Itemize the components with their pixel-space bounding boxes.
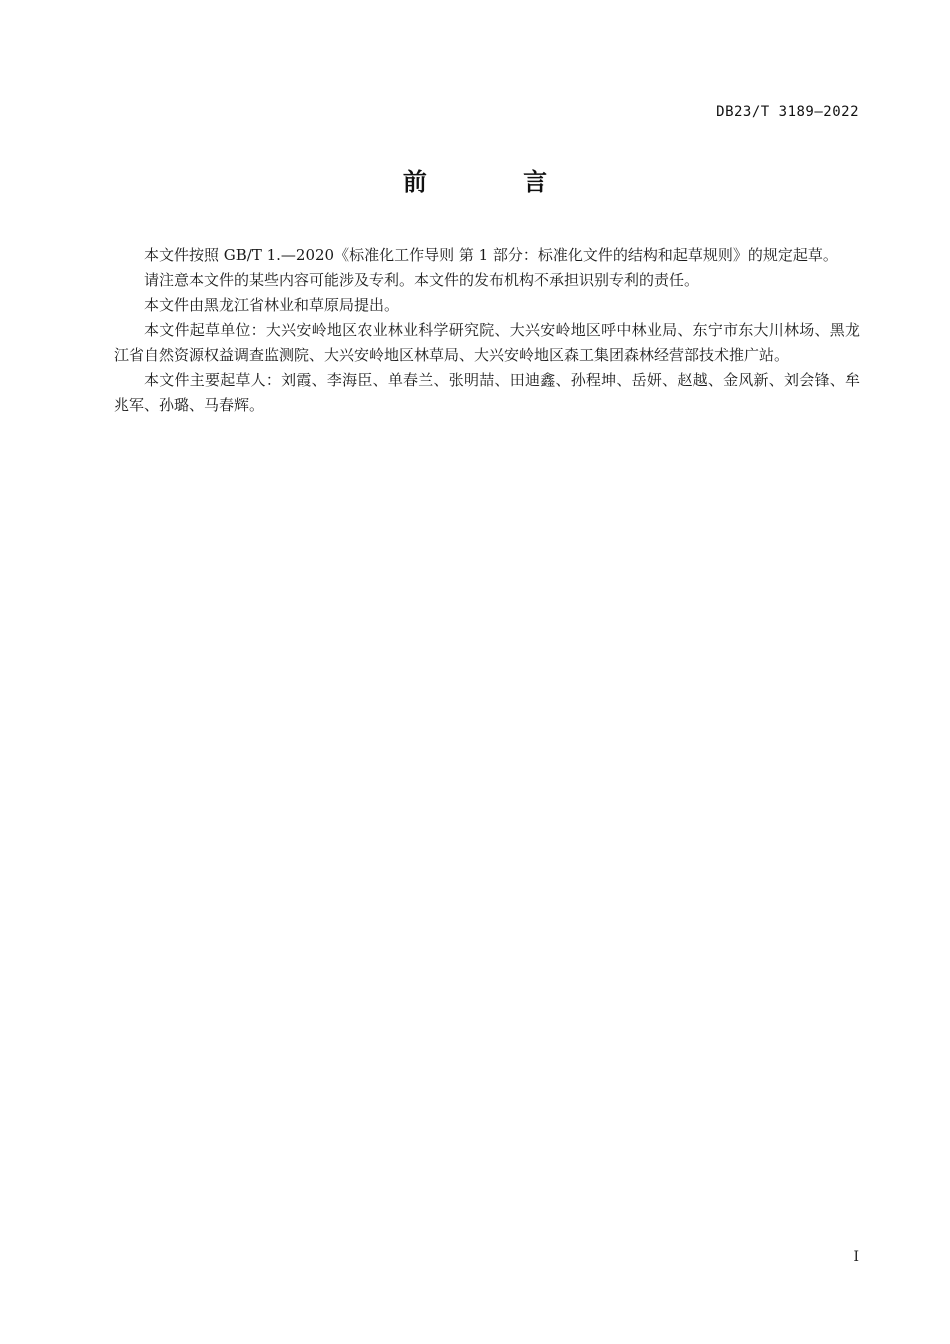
paragraph-proposer: 本文件由黑龙江省林业和草原局提出。 — [144, 296, 400, 314]
paragraph-patent-notice: 请注意本文件的某些内容可能涉及专利。本文件的发布机构不承担识别专利的责任。 — [144, 271, 700, 289]
page-number: I — [853, 1249, 859, 1265]
page-title: 前 言 — [402, 168, 592, 196]
document-code: DB23/T 3189—2022 — [716, 104, 859, 120]
paragraph-drafting-units: 本文件起草单位：大兴安岭地区农业林业科学研究院、大兴安岭地区呼中林业局、东宁市东大川林场、黑龙江省自然资源权益调查监测院、大兴安岭地区林草局、大兴安岭地区森工集团森林经营部技术推广站。 — [114, 321, 860, 364]
foreword-body — [114, 243, 860, 418]
paragraph-main-drafters: 本文件主要起草人：刘霞、李海臣、单春兰、张明喆、田迪鑫、孙程坤、岳妍、赵越、金风新、刘会锋、牟兆军、孙璐、马春辉。 — [114, 371, 860, 414]
paragraph-drafting-rules: 本文件按照 GB/T 1.—2020《标准化工作导则 第 1 部分：标准化文件的结构和起草规则》的规定起草。 — [144, 246, 838, 264]
